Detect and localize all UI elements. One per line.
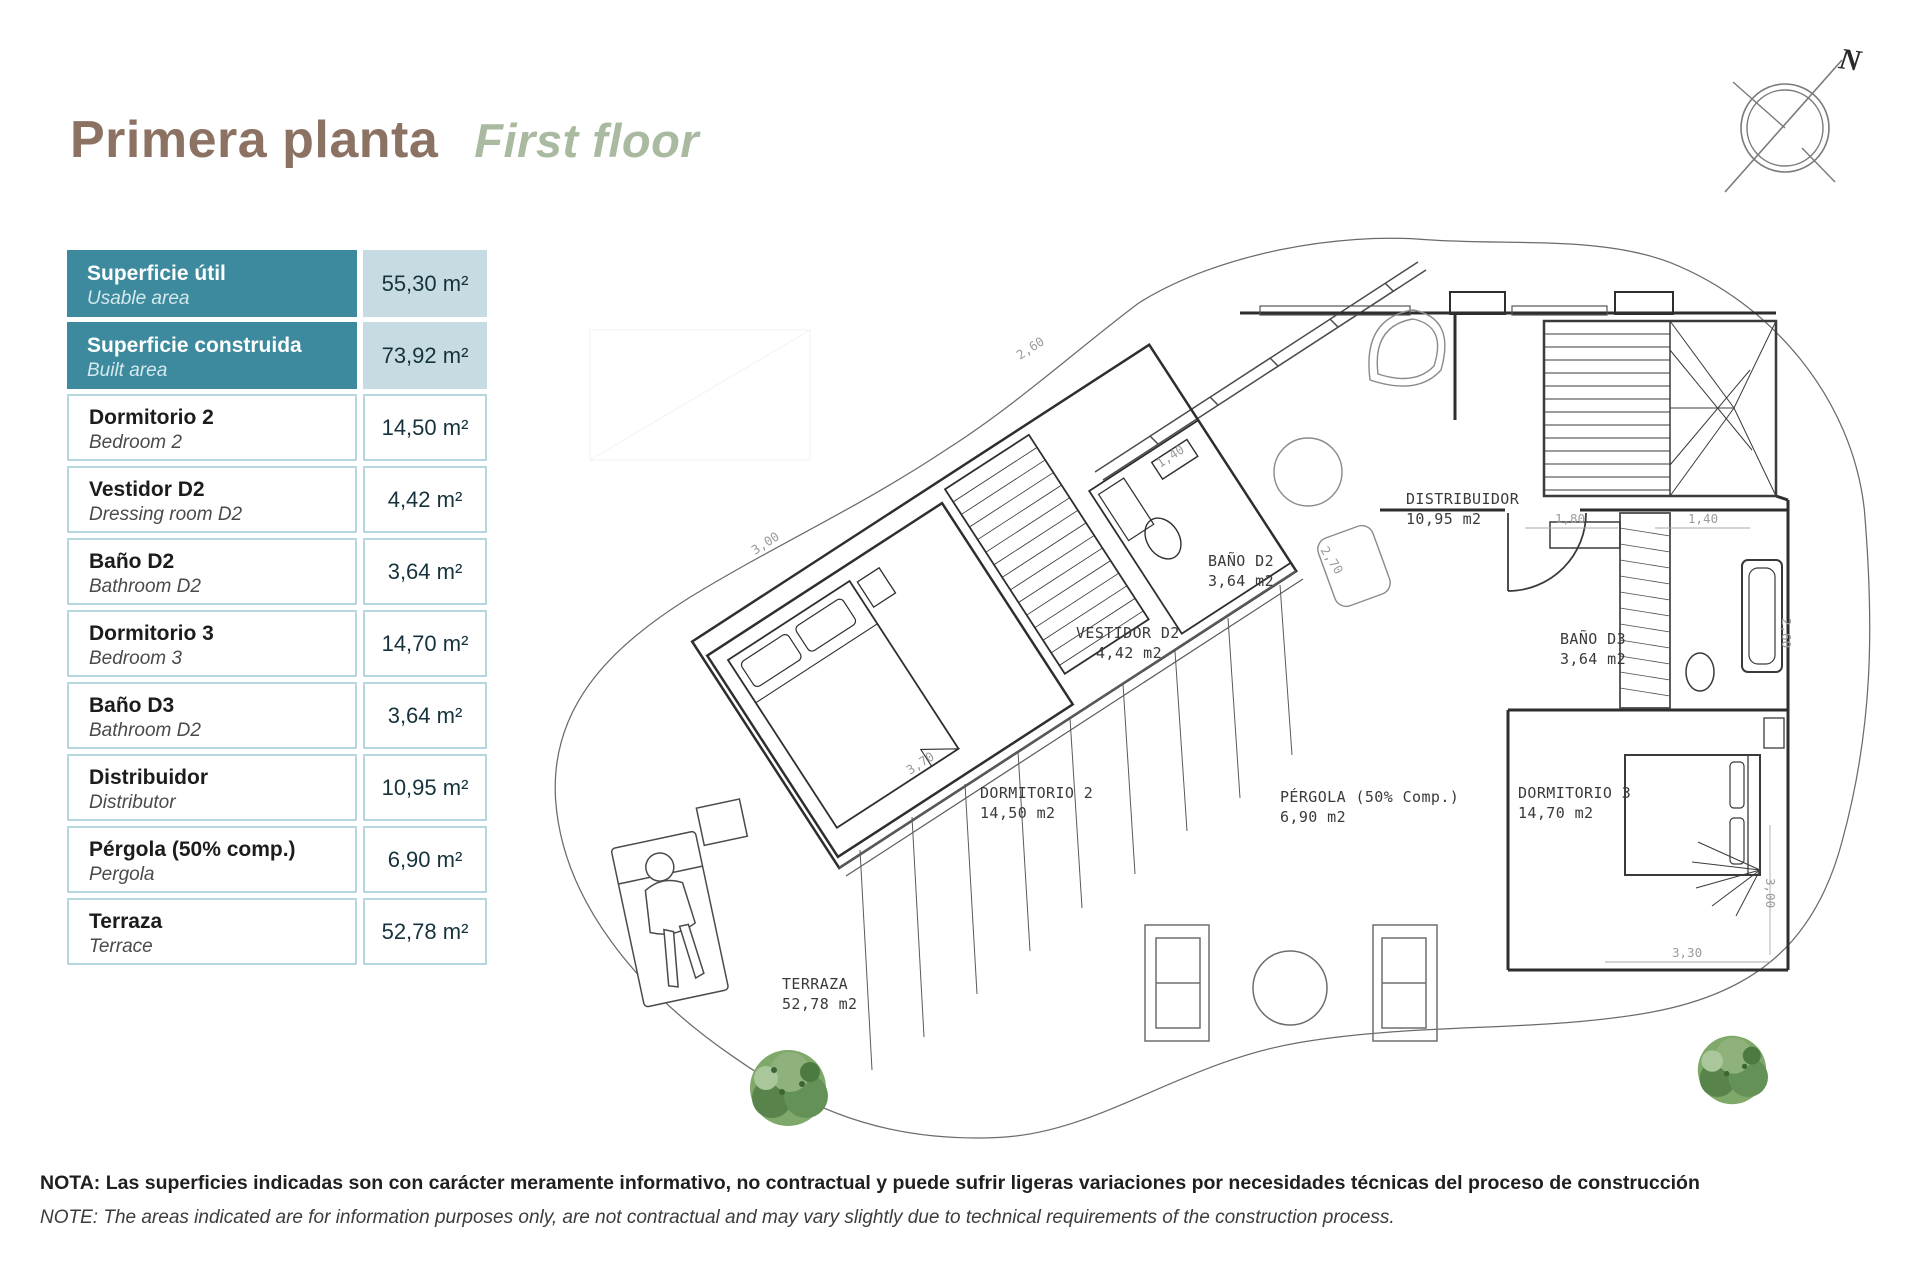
row-label-en: Terrace [89, 936, 153, 958]
row-value: 73,92 m² [363, 322, 487, 389]
row-label-es: Superficie útil [87, 262, 226, 285]
table-row [67, 322, 487, 389]
row-label-en: Distributor [89, 792, 176, 814]
dim-label: 3,00 [748, 528, 782, 558]
title-spanish: Primera planta [70, 111, 439, 169]
row-label-en: Built area [87, 360, 168, 382]
dim-label: 2,60 [1779, 618, 1794, 649]
room-area: 4,42 m2 [1096, 644, 1163, 662]
row-value: 14,70 m² [363, 610, 487, 677]
area-table [67, 250, 487, 965]
table-row [67, 538, 487, 605]
table-row [67, 754, 487, 821]
row-value: 3,64 m² [363, 538, 487, 605]
row-label-es: Vestidor D2 [89, 478, 205, 501]
side-table-icon [696, 799, 747, 845]
row-label-en: Bedroom 2 [89, 432, 182, 454]
table-row [67, 250, 487, 317]
dim-label: 3,30 [1672, 945, 1703, 960]
room-area: 52,78 m2 [782, 995, 858, 1013]
tree-icon [1698, 1036, 1768, 1104]
row-label-es: Distribuidor [89, 766, 208, 789]
table-row [67, 826, 487, 893]
row-label-en: Bedroom 3 [89, 648, 182, 670]
row-label-es: Dormitorio 2 [89, 406, 214, 429]
note-english: NOTE: The areas indicated are for information purposes only, are not contractual and may vary slightly due to technical requirements of the construction process. [40, 1207, 1395, 1228]
compass-icon [1690, 20, 1920, 210]
room-label: DORMITORIO 3 [1518, 784, 1632, 802]
row-value: 52,78 m² [363, 898, 487, 965]
row-label-es: Baño D2 [89, 550, 175, 573]
room-label: PÉRGOLA (50% Comp.) [1280, 788, 1460, 806]
dim-label: 2,60 [1013, 333, 1047, 363]
row-value: 14,50 m² [363, 394, 487, 461]
floor-plan-drawing [520, 210, 1920, 1170]
compass-north-label: N [1837, 42, 1864, 78]
row-label-es: Terraza [89, 910, 163, 933]
row-label-en: Bathroom D2 [89, 576, 201, 598]
row-label-es: Pérgola (50% comp.) [89, 838, 296, 861]
page-title [70, 110, 699, 170]
table-row [67, 394, 487, 461]
dim-label: 1,80 [1555, 511, 1586, 526]
room-area: 10,95 m2 [1406, 510, 1482, 528]
note-spanish: NOTA: Las superficies indicadas son con carácter meramente informativo, no contractual y puede sufrir ligeras variaciones por necesidades técnicas del proceso de construcción [40, 1172, 1700, 1194]
row-value: 3,64 m² [363, 682, 487, 749]
room-area: 3,64 m2 [1208, 572, 1275, 590]
row-label-es: Superficie construida [87, 334, 302, 357]
room-area: 3,64 m2 [1560, 650, 1627, 668]
room-label: BAÑO D2 [1208, 552, 1275, 570]
terrace-outline [558, 241, 1868, 1136]
title-english: First floor [474, 114, 700, 167]
table-row [67, 466, 487, 533]
disclaimer-note [40, 1172, 1900, 1229]
row-label-en: Usable area [87, 288, 190, 310]
row-value: 4,42 m² [363, 466, 487, 533]
row-label-en: Pergola [89, 864, 155, 886]
dim-label: 3,70 [903, 748, 937, 778]
row-label-en: Dressing room D2 [89, 504, 243, 526]
room-label: TERRAZA [782, 975, 849, 993]
dim-label: 2,70 [1317, 543, 1347, 577]
row-label-en: Bathroom D2 [89, 720, 201, 742]
dim-label: 1,40 [1688, 511, 1719, 526]
row-label-es: Baño D3 [89, 694, 175, 717]
room-label: DORMITORIO 2 [980, 784, 1094, 802]
room-label: BAÑO D3 [1560, 630, 1627, 648]
room-area: 6,90 m2 [1280, 808, 1347, 826]
room-area: 14,70 m2 [1518, 804, 1594, 822]
room-area: 14,50 m2 [980, 804, 1056, 822]
table-row [67, 610, 487, 677]
table-row [67, 898, 487, 965]
table-row [67, 682, 487, 749]
row-value: 10,95 m² [363, 754, 487, 821]
room-label: VESTIDOR D2 [1076, 624, 1180, 642]
row-label-es: Dormitorio 3 [89, 622, 214, 645]
room-label: DISTRIBUIDOR [1406, 490, 1520, 508]
row-value: 6,90 m² [363, 826, 487, 893]
dim-label: 3,00 [1763, 878, 1778, 909]
ghost-lines [590, 330, 810, 460]
row-value: 55,30 m² [363, 250, 487, 317]
dim-label: 1,40 [1153, 441, 1187, 471]
